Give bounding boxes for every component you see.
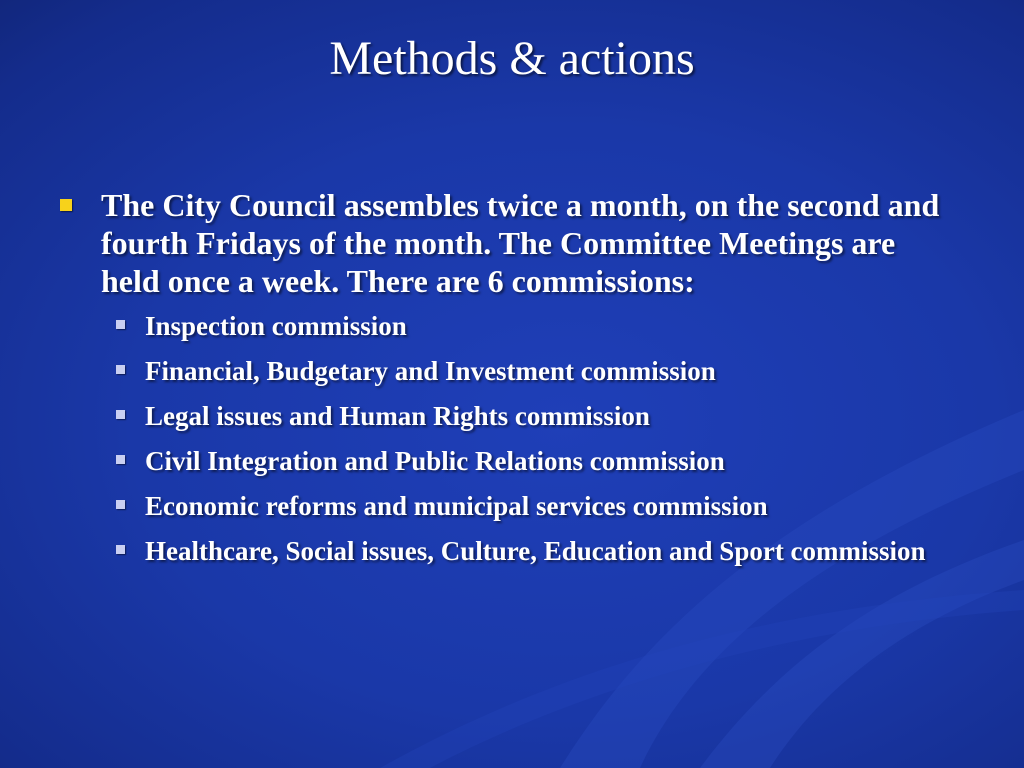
commission-label: Inspection commission [145, 311, 407, 341]
main-bullet-item [60, 186, 960, 300]
square-bullet-icon [116, 500, 125, 509]
square-bullet-icon [116, 455, 125, 464]
commission-label: Economic reforms and municipal services commission [145, 491, 768, 521]
square-bullet-icon [60, 199, 72, 211]
commission-label: Civil Integration and Public Relations commission [145, 446, 725, 476]
commission-list [116, 310, 960, 568]
commission-label: Legal issues and Human Rights commission [145, 401, 650, 431]
main-bullet-text: The City Council assembles twice a month, on the second and fourth Fridays of the month. The Committee Meetings are held once a week. There are 6 commissions: [101, 187, 940, 299]
slide-title: Methods & actions [329, 32, 695, 85]
square-bullet-icon [116, 365, 125, 374]
square-bullet-icon [116, 410, 125, 419]
list-item [116, 310, 960, 343]
square-bullet-icon [116, 545, 125, 554]
list-item [116, 490, 960, 523]
list-item [116, 445, 960, 478]
commission-label: Financial, Budgetary and Investment commission [145, 356, 716, 386]
list-item [116, 355, 960, 388]
list-item [116, 535, 960, 568]
list-item [116, 400, 960, 433]
commission-label: Healthcare, Social issues, Culture, Education and Sport commission [145, 536, 926, 566]
square-bullet-icon [116, 320, 125, 329]
slide-content [60, 186, 960, 580]
